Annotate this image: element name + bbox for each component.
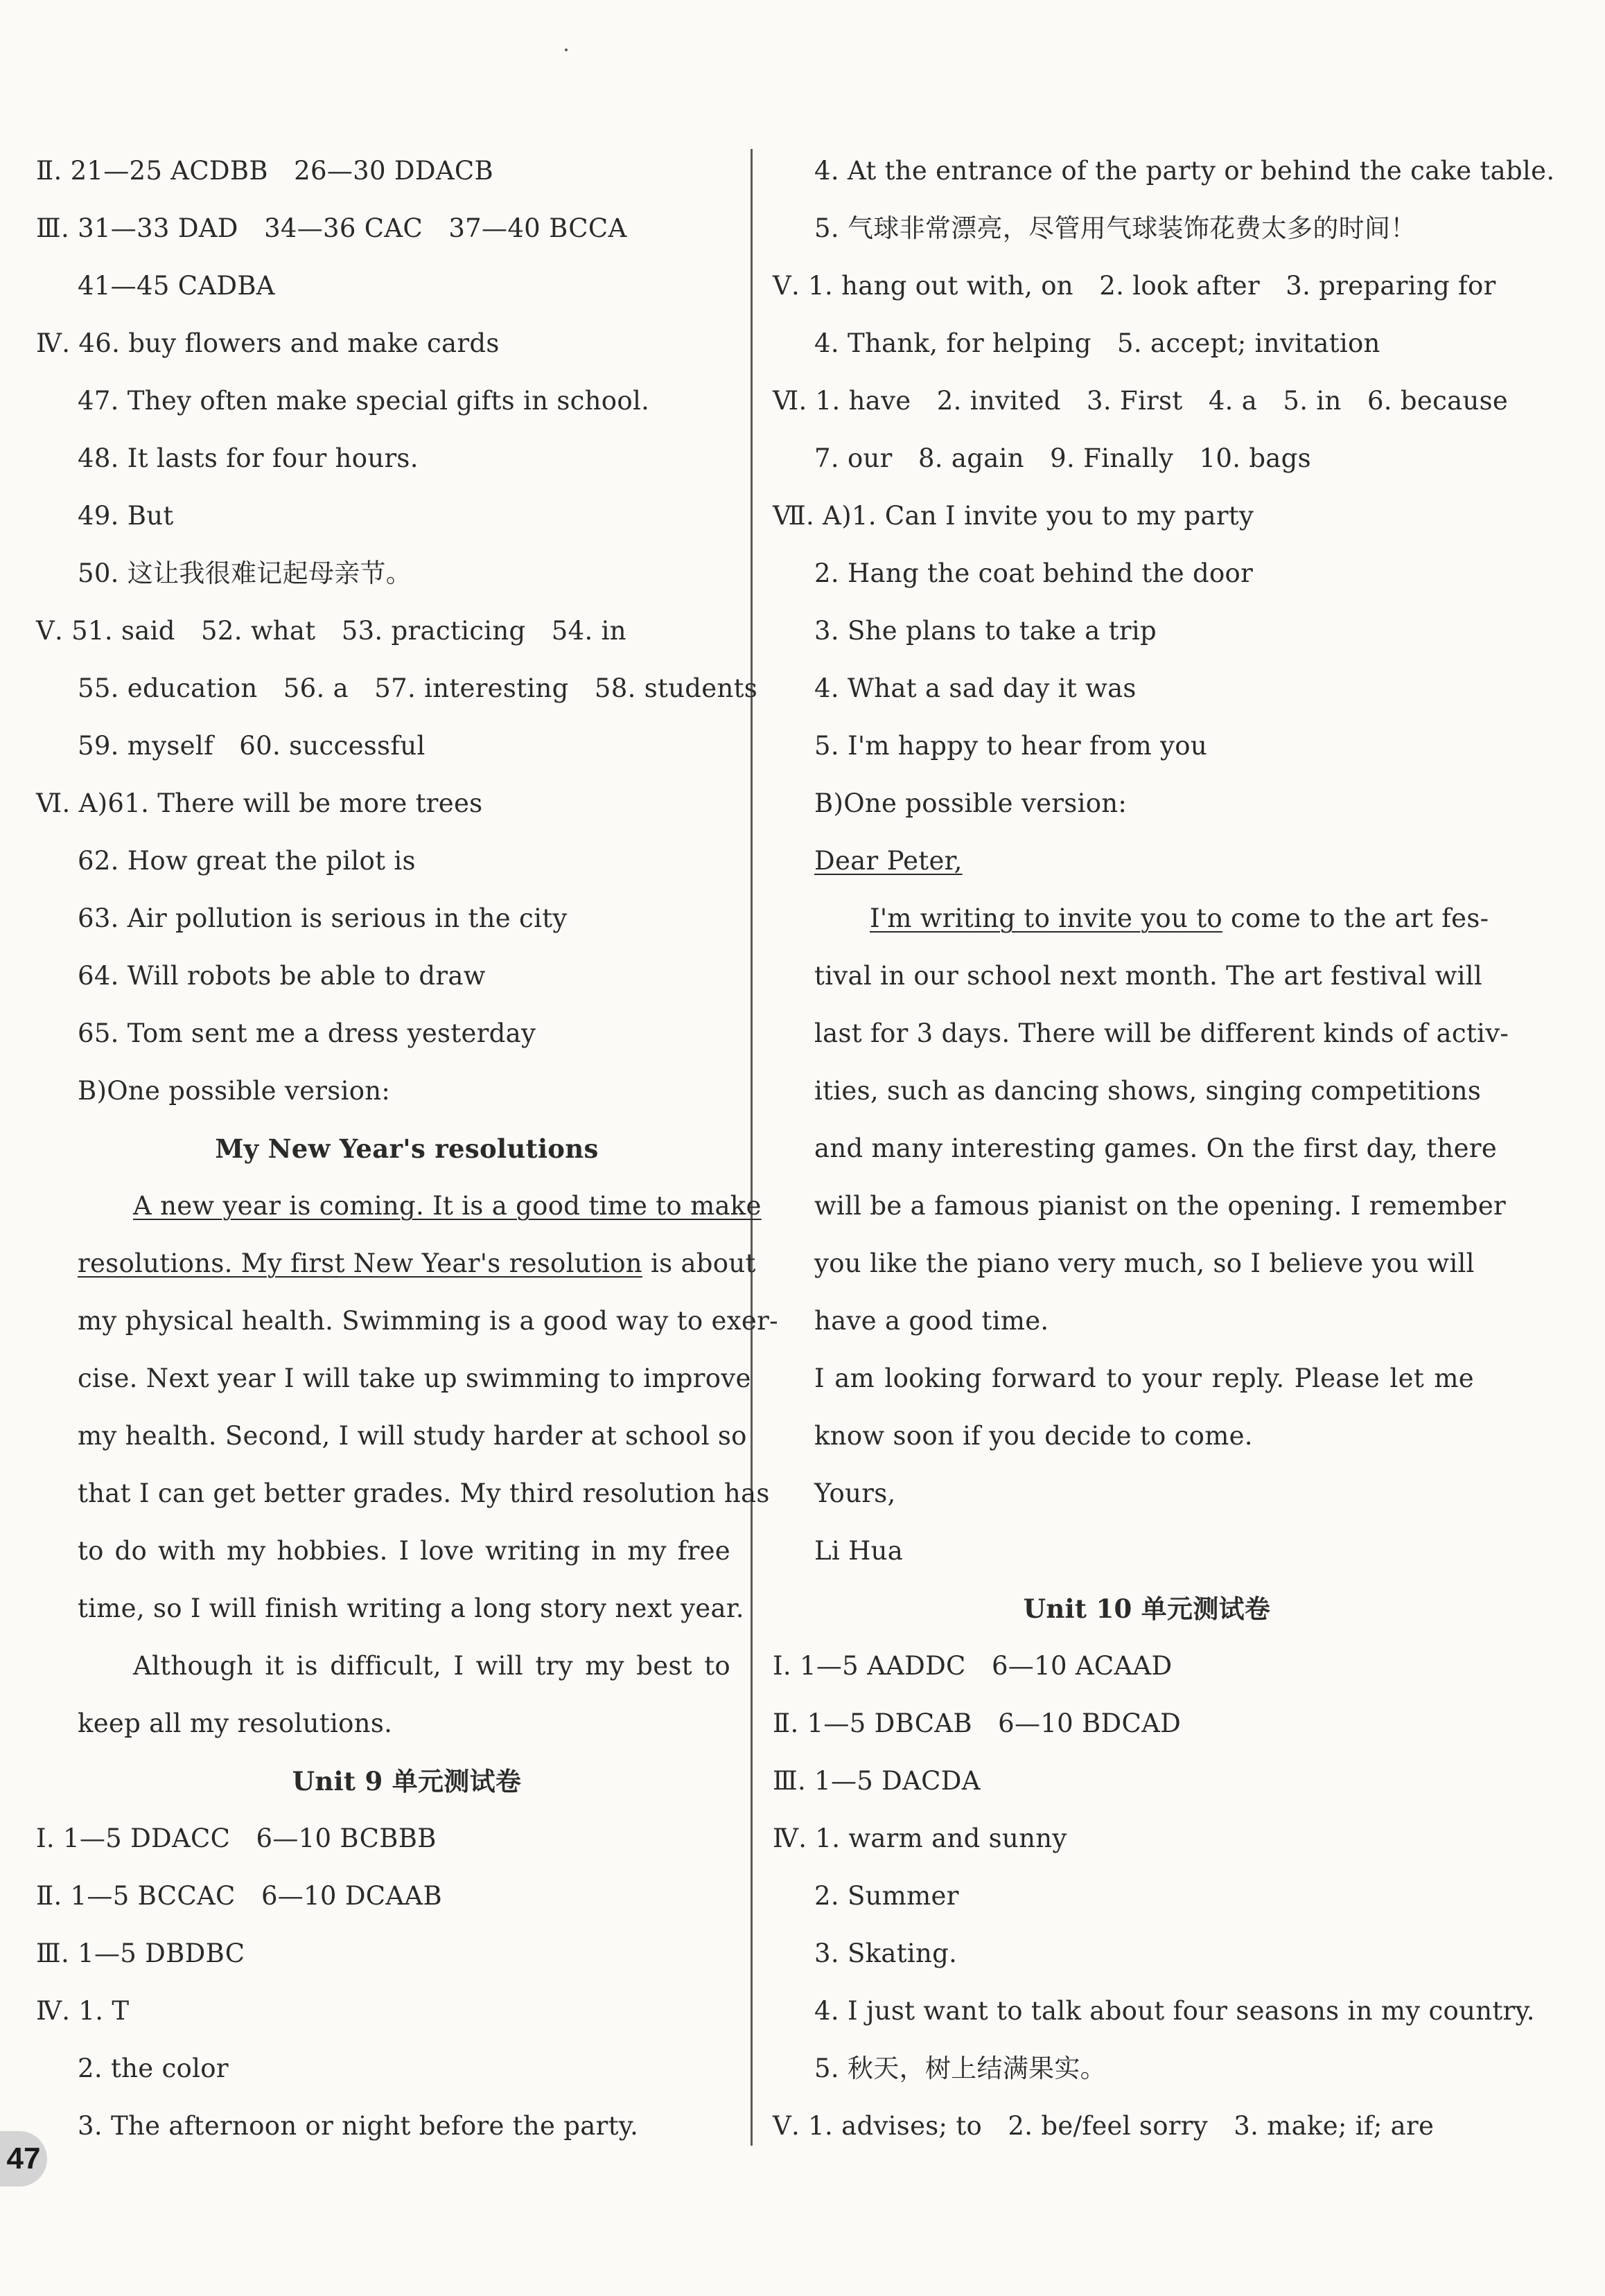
- answer-line: Ⅴ. 51. said 52. what 53. practicing 54. in: [36, 616, 626, 646]
- section-heading-unit9: Unit 9 单元测试卷: [292, 1766, 522, 1796]
- section-heading-unit10: Unit 10 单元测试卷: [1023, 1593, 1271, 1624]
- answer-line: 5. I'm happy to hear from you: [814, 731, 1207, 761]
- essay-text: is about: [642, 1248, 756, 1278]
- essay-line: time, so I will finish writing a long story next year.: [78, 1593, 744, 1623]
- essay-line: to do with my hobbies. I love writing in my free: [78, 1536, 730, 1566]
- answer-line: 49. But: [78, 501, 174, 531]
- answer-line: 5. 秋天，树上结满果实。: [814, 2054, 1106, 2083]
- answer-line: 3. Skating.: [814, 1939, 958, 1968]
- answer-line: 62. How great the pilot is: [78, 846, 416, 876]
- letter-line: know soon if you decide to come.: [814, 1421, 1253, 1451]
- essay-line: Although it is difficult, I will try my best to: [133, 1651, 730, 1681]
- essay-line: my physical health. Swimming is a good way to exer-: [78, 1306, 778, 1336]
- essay-line: cise. Next year I will take up swimming to improve: [78, 1363, 751, 1393]
- answer-line: 63. Air pollution is serious in the city: [78, 903, 568, 933]
- letter-greeting: [773, 844, 1480, 878]
- answer-line: 5. 气球非常漂亮，尽管用气球装饰花费太多的时间！: [814, 213, 1417, 243]
- answer-line: 3. She plans to take a trip: [814, 616, 1157, 646]
- underlined-phrase: resolutions. My first New Year's resolution: [78, 1248, 642, 1278]
- answer-line: 65. Tom sent me a dress yesterday: [78, 1018, 536, 1048]
- answer-line: 2. Hang the coat behind the door: [814, 558, 1254, 588]
- underlined-phrase: Dear Peter,: [814, 846, 963, 876]
- answer-line: Ⅳ. 1. T: [36, 1996, 130, 2026]
- answer-line: Ⅲ. 1—5 DBDBC: [36, 1939, 245, 1968]
- answer-line: 50. 这让我很难记起母亲节。: [78, 558, 412, 588]
- letter-line: [773, 901, 1489, 936]
- letter-line: tival in our school next month. The art festival will: [814, 961, 1483, 991]
- essay-line: that I can get better grades. My third resolution has: [78, 1478, 770, 1508]
- answer-line: 64. Will robots be able to draw: [78, 961, 486, 991]
- answer-line: B)One possible version:: [814, 788, 1128, 818]
- answer-line: Ⅳ. 1. warm and sunny: [773, 1823, 1067, 1853]
- essay-line: [36, 1189, 762, 1224]
- answer-line: 2. the color: [78, 2054, 229, 2083]
- letter-line: I am looking forward to your reply. Please let me: [814, 1363, 1474, 1393]
- answer-line: Ⅱ. 1—5 BCCAC 6—10 DCAAB: [36, 1881, 442, 1911]
- letter-closing: Yours,: [814, 1478, 896, 1508]
- letter-text: come to the art fes-: [1222, 903, 1489, 933]
- answer-line: Ⅱ. 1—5 DBCAB 6—10 BDCAD: [773, 1708, 1182, 1738]
- answer-line: B)One possible version:: [78, 1076, 391, 1106]
- answer-line: Ⅴ. 1. advises; to 2. be/feel sorry 3. make; if; are: [773, 2111, 1435, 2141]
- answer-line: 3. The afternoon or night before the party.: [78, 2111, 639, 2141]
- letter-line: ities, such as dancing shows, singing competitions: [814, 1076, 1482, 1106]
- answer-line: Ⅰ. 1—5 AADDC 6—10 ACAAD: [773, 1651, 1173, 1681]
- answer-line: 55. education 56. a 57. interesting 58. students: [78, 673, 758, 703]
- underlined-phrase: A new year is coming. It is a good time to make: [133, 1191, 762, 1221]
- answer-line: 4. What a sad day it was: [814, 673, 1137, 703]
- answer-line: Ⅶ. A)1. Can I invite you to my party: [773, 501, 1254, 531]
- page-number-badge: 47: [0, 2131, 47, 2187]
- answer-line: Ⅴ. 1. hang out with, on 2. look after 3. preparing for: [773, 271, 1496, 301]
- letter-line: last for 3 days. There will be different kinds of activ-: [814, 1018, 1509, 1048]
- answer-line: Ⅱ. 21—25 ACDBB 26—30 DDACB: [36, 156, 493, 186]
- answer-line: Ⅲ. 1—5 DACDA: [773, 1766, 981, 1796]
- answer-line: 47. They often make special gifts in school.: [78, 386, 650, 416]
- essay-line: keep all my resolutions.: [78, 1708, 393, 1738]
- letter-line: and many interesting games. On the first day, there: [814, 1133, 1498, 1163]
- answer-line: Ⅳ. 46. buy flowers and make cards: [36, 328, 500, 358]
- essay-line: [36, 1246, 756, 1281]
- answer-line: 4. Thank, for helping 5. accept; invitation: [814, 328, 1380, 358]
- answer-line: Ⅵ. 1. have 2. invited 3. First 4. a 5. in 6. because: [773, 386, 1509, 416]
- column-divider: [751, 149, 753, 2146]
- answer-line: 48. It lasts for four hours.: [78, 443, 419, 473]
- scan-dot: [565, 48, 568, 51]
- essay-line: my health. Second, I will study harder at school so: [78, 1421, 747, 1451]
- letter-line: have a good time.: [814, 1306, 1049, 1336]
- answer-line: 4. I just want to talk about four seasons in my country.: [814, 1996, 1535, 2026]
- answer-line: 41—45 CADBA: [78, 271, 275, 301]
- letter-line: will be a famous pianist on the opening. I remember: [814, 1191, 1507, 1221]
- letter-signature: Li Hua: [814, 1536, 904, 1566]
- answer-line: 4. At the entrance of the party or behind the cake table.: [814, 156, 1555, 186]
- answer-line: Ⅵ. A)61. There will be more trees: [36, 788, 483, 818]
- essay-title: My New Year's resolutions: [215, 1133, 599, 1164]
- answer-line: Ⅰ. 1—5 DDACC 6—10 BCBBB: [36, 1823, 437, 1853]
- answer-line: 2. Summer: [814, 1881, 959, 1911]
- answer-line: Ⅲ. 31—33 DAD 34—36 CAC 37—40 BCCA: [36, 213, 627, 243]
- underlined-phrase: I'm writing to invite you to: [870, 903, 1222, 933]
- letter-line: you like the piano very much, so I believe you will: [814, 1248, 1475, 1278]
- answer-line: 59. myself 60. successful: [78, 731, 426, 761]
- answer-line: 7. our 8. again 9. Finally 10. bags: [814, 443, 1311, 473]
